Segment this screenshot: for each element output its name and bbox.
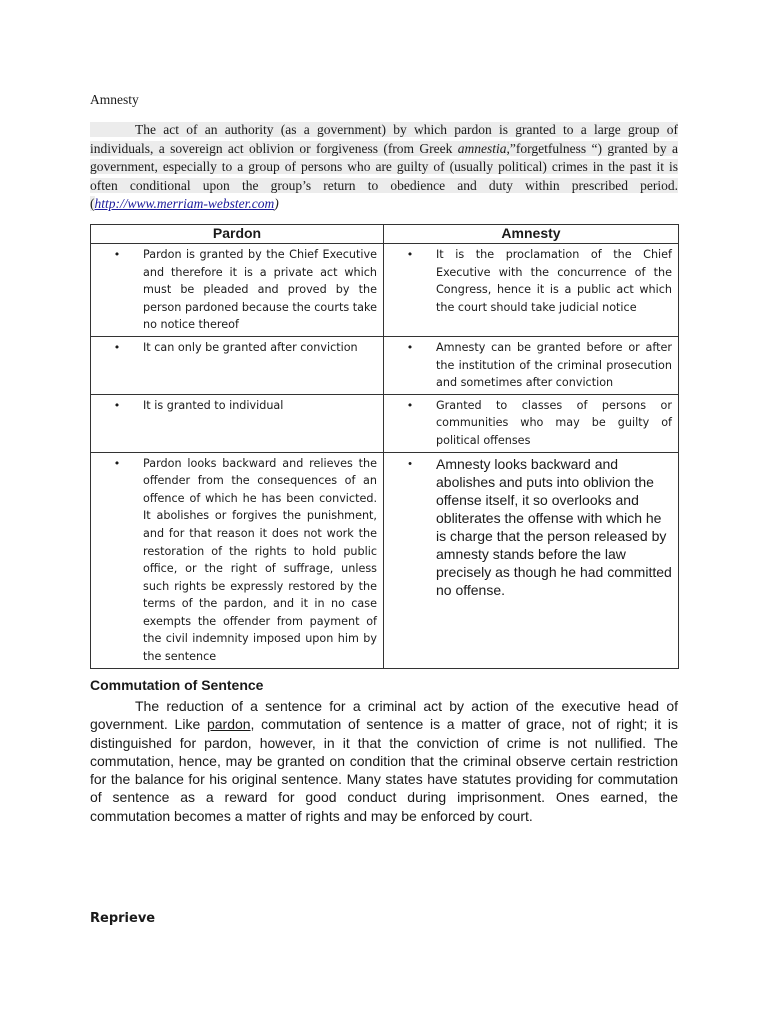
- table-row: [91, 394, 679, 452]
- bullet-icon: •: [113, 456, 121, 470]
- cell-text: Amnesty can be granted before or after the institution of the criminal prosecution and sometimes after conviction: [436, 340, 672, 390]
- pardon-cell: [91, 394, 384, 452]
- bullet-icon: •: [406, 340, 414, 354]
- amnesty-cell: [384, 336, 679, 394]
- reprieve-heading: Reprieve: [90, 911, 156, 926]
- commutation-text-1: The reduction of a sentence for a criminal act by action of the executive head of government. Like: [90, 698, 678, 733]
- commutation-text-2: , commutation of sentence is a matter of grace, not of right; it is distinguished for pardon, however, in it that the conviction of crime is not nullified. The commutation, hence, may be granted on condition that the criminal observe certain restriction for the balance for his original sentence. Many states have statutes providing for commutation of sentence as a reward for good conduct during imprisonment. Ones earned, the commutation becomes a matter of rights and may be enforced by court.: [90, 716, 678, 824]
- bullet-icon: •: [113, 248, 121, 261]
- amnesty-heading: Amnesty: [90, 92, 139, 107]
- commutation-heading: Commutation of Sentence: [90, 677, 264, 693]
- cell-text: It is granted to individual: [143, 398, 284, 412]
- amnesty-cell: [384, 394, 679, 452]
- bullet-icon: •: [113, 340, 121, 354]
- table-row: [91, 336, 679, 394]
- commutation-paragraph: [90, 697, 678, 825]
- column-header-amnesty: Amnesty: [384, 225, 679, 244]
- pardon-cell: [91, 244, 384, 337]
- amnesty-cell: [384, 244, 679, 337]
- pardon-cell: [91, 452, 384, 668]
- column-header-pardon: Pardon: [91, 225, 384, 244]
- cell-text: It can only be granted after conviction: [143, 340, 358, 354]
- pardon-underlined: pardon: [206, 716, 251, 733]
- bullet-icon: •: [406, 248, 414, 261]
- bullet-icon: •: [408, 457, 412, 470]
- amnesty-cell: [384, 452, 679, 668]
- pardon-amnesty-table: [90, 224, 679, 669]
- amnesty-definition: [90, 121, 678, 214]
- merriam-webster-link[interactable]: http://www.merriam-webster.com: [94, 196, 275, 211]
- pardon-cell: [91, 336, 384, 394]
- table-header-row: [91, 225, 679, 244]
- table-row: [91, 244, 679, 337]
- cell-text: Amnesty looks backward and abolishes and puts into oblivion the offense itself, it so overlooks and obliterates the offense with which he is charge that the person released by amnesty stands before the law precisely as though he had committed no offense.: [436, 455, 672, 598]
- definition-closing-paren: ): [274, 196, 279, 211]
- definition-text-1: The act of an authority (as a government) by which pardon is granted to a large group of individuals, a sovereign act oblivion or forgiveness (from Greek: [90, 122, 678, 156]
- cell-text: It is the proclamation of the Chief Executive with the concurrence of the Congress, hence it is a public act which the court should take judicial notice: [436, 248, 672, 314]
- table-row: [91, 452, 679, 668]
- cell-text: Pardon looks backward and relieves the offender from the consequences of an offence of which he has been convicted. It abolishes or forgives the punishment, and for that reason it does not work the restoration of the rights to hold public office, or the right of suffrage, unless such rights be expressly restored by the terms of the pardon, and it in no case exempts the offender from payment of the civil indemnity imposed upon him by the sentence: [143, 456, 377, 664]
- cell-text: Granted to classes of persons or communities who may be guilty of political offenses: [436, 398, 672, 447]
- bullet-icon: •: [113, 398, 121, 412]
- bullet-icon: •: [406, 398, 414, 412]
- definition-text-2: ,”forgetfulness “) granted by a government, especially to a group of persons who are guilty of (usually political) crimes in the past it is often conditional upon the group’s return to obedience and duty within prescribed period. (: [90, 140, 679, 211]
- cell-text: Pardon is granted by the Chief Executive and therefore it is a private act which must be pleaded and proved by the person pardoned because the courts take no notice thereof: [143, 248, 377, 332]
- greek-word: amnestia: [457, 140, 507, 156]
